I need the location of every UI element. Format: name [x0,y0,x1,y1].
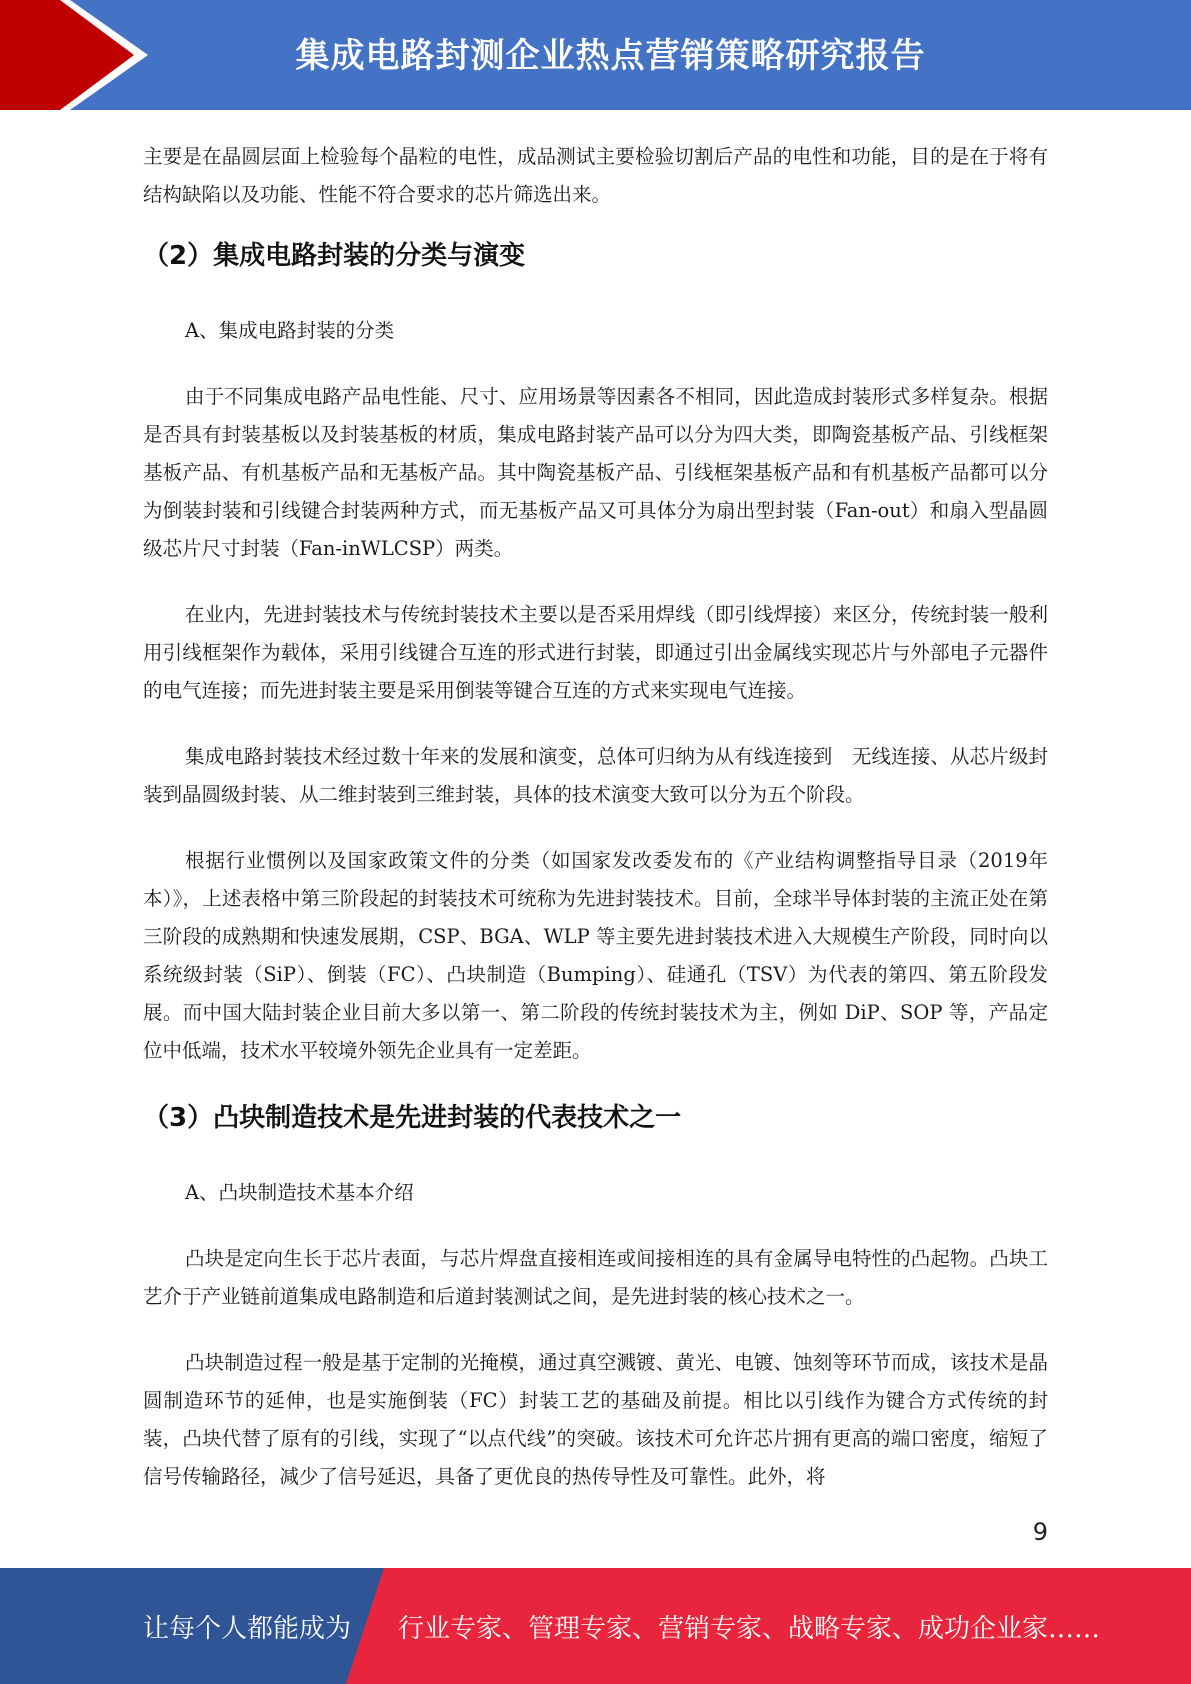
page-number: 9 [1032,1518,1048,1546]
footer-slogan-right: 行业专家、管理专家、营销专家、战略专家、成功企业家…… [398,1614,1101,1644]
paragraph-industry-status: 根据行业惯例以及国家政策文件的分类（如国家发改委发布的《产业结构调整指导目录（2019年本）》，上述表格中第三阶段起的封装技术可统称为先进封装技术。目前，全球半导体封装的主流正处在第三阶段的成熟期和快速发展期，CSP、BGA、WLP 等主要先进封装技术进入大规模生产阶段，同时向以系统级封装（SiP）、倒装（FC）、凸块制造（Bumping）、硅通孔（TSV）为代表的第四、第五阶段发展。而中国大陆封装企业目前大多以第一、第二阶段的传统封装技术为主，例如 DiP、SOP 等，产品定位中低端，技术水平较境外领先企业具有一定差距。 [143,849,1048,1062]
section-heading-3: （3）凸块制造技术是先进封装的代表技术之一 [143,1103,682,1133]
page-content [143,138,1048,1524]
paragraph-continued: 主要是在晶圆层面上检验每个晶粒的电性，成品测试主要检验切割后产品的电性和功能，目的是在于将有结构缺陷以及功能、性能不符合要求的芯片筛选出来。 [143,145,1048,206]
header-title: 集成电路封测企业热点营销策略研究报告 [295,36,926,76]
paragraph-bump-definition: 凸块是定向生长于芯片表面，与芯片焊盘直接相连或间接相连的具有金属导电特性的凸起物。凸块工艺介于产业链前道集成电路制造和后道封装测试之间，是先进封装的核心技术之一。 [143,1247,1048,1308]
paragraph-bump-process: 凸块制造过程一般是基于定制的光掩模，通过真空溅镀、黄光、电镀、蚀刻等环节而成，该技术是晶圆制造环节的延伸，也是实施倒装（FC）封装工艺的基础及前提。相比以引线作为键合方式传统的封装，凸块代替了原有的引线，实现了“以点代线”的突破。该技术可允许芯片拥有更高的端口密度，缩短了信号传输路径，减少了信号延迟，具备了更优良的热传导性及可靠性。此外，将 [143,1351,1048,1488]
footer-slogan-left: 让每个人都能成为 [143,1614,352,1644]
section-heading-2: （2）集成电路封装的分类与演变 [143,241,526,271]
paragraph-evolution: 集成电路封装技术经过数十年来的发展和演变，总体可归纳为从有线连接到 无线连接、从芯片级封装到晶圆级封装、从二维封装到三维封装，具体的技术演变大致可以分为五个阶段。 [143,745,1048,806]
page-header [0,0,1191,110]
subsection-heading-b: A、凸块制造技术基本介绍 [185,1181,414,1204]
paragraph-packaging-types: 由于不同集成电路产品电性能、尺寸、应用场景等因素各不相同，因此造成封装形式多样复杂。根据是否具有封装基板以及封装基板的材质，集成电路封装产品可以分为四大类，即陶瓷基板产品、引线框架基板产品、有机基板产品和无基板产品。其中陶瓷基板产品、引线框架基板产品和有机基板产品都可以分为倒装封装和引线键合封装两种方式，而无基板产品又可具体分为扇出型封装（Fan-out）和扇入型晶圆级芯片尺寸封装（Fan-inWLCSP）两类。 [143,385,1048,560]
page-footer [0,1568,1191,1684]
paragraph-advanced-vs-traditional: 在业内，先进封装技术与传统封装技术主要以是否采用焊线（即引线焊接）来区分，传统封装一般利用引线框架作为载体，采用引线键合互连的形式进行封装，即通过引出金属线实现芯片与外部电子元器件的电气连接；而先进封装主要是采用倒装等键合互连的方式来实现电气连接。 [143,603,1048,702]
subsection-heading-a: A、集成电路封装的分类 [185,319,395,342]
